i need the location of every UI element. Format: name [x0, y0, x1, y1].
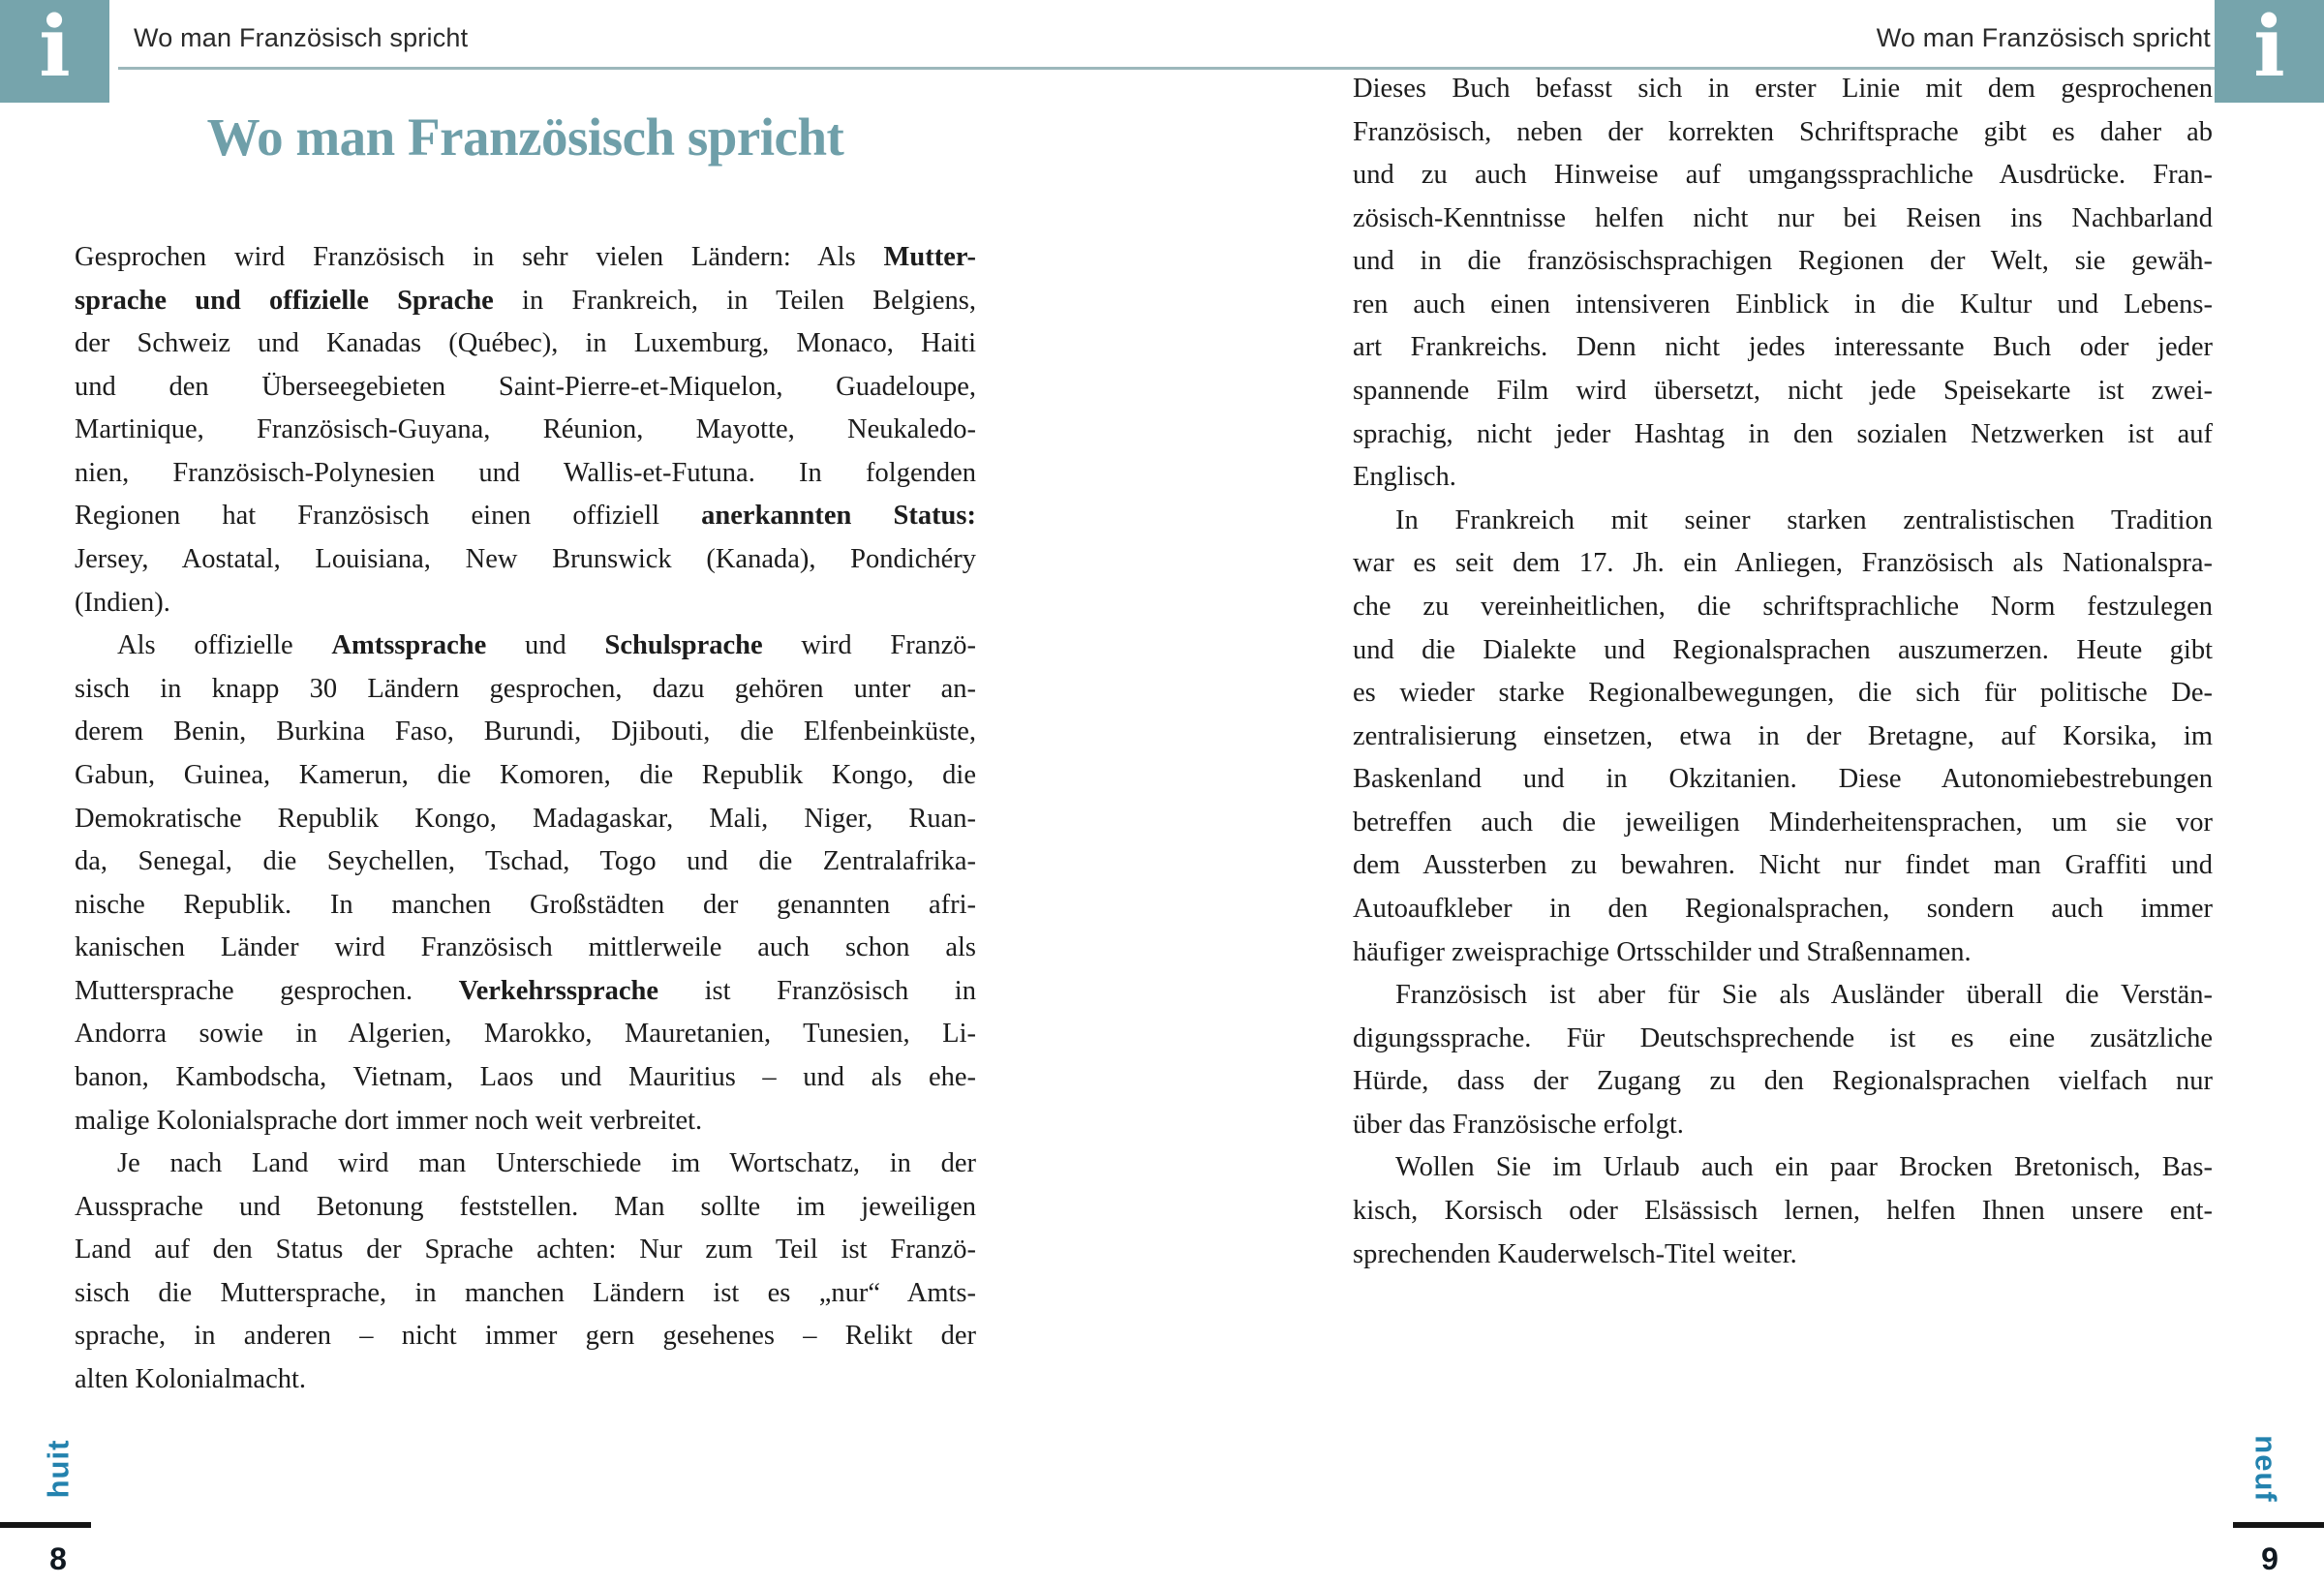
- text-line: Englisch.: [1353, 462, 1456, 493]
- running-head-right: Wo man Französisch spricht: [1876, 23, 2211, 52]
- text-line: Gabun, Guinea, Kamerun, die Komoren, die Republik Kongo, die: [75, 759, 976, 790]
- text-line: Gesprochen wird Französisch in sehr vielen Ländern: Als Mutter-: [75, 242, 976, 272]
- text-line: (Indien).: [75, 587, 170, 618]
- text-line: Autoaufkleber in den Regionalsprachen, sondern auch immer: [1353, 893, 2213, 924]
- text-line: und die Dialekte und Regionalsprachen auszumerzen. Heute gibt: [1353, 634, 2213, 665]
- text-line: und den Überseegebieten Saint-Pierre-et-Miquelon, Guadeloupe,: [75, 371, 976, 402]
- body-text-right: [1353, 68, 2213, 1276]
- text-line: spannende Film wird übersetzt, nicht jede Speisekarte ist zwei-: [1353, 376, 2213, 407]
- text-line: Muttersprache gesprochen. Verkehrssprache ist Französisch in: [75, 975, 976, 1006]
- text-line: Dieses Buch befasst sich in erster Linie mit dem gesprochenen: [1353, 74, 2213, 104]
- text-line: sprache und offizielle Sprache in Frankreich, in Teilen Belgiens,: [75, 285, 977, 316]
- text-line: Martinique, Französisch-Guyana, Réunion, Mayotte, Neukaledo-: [75, 414, 976, 445]
- page-number-right: 9: [2261, 1541, 2278, 1576]
- text-line: alten Kolonialmacht.: [75, 1364, 307, 1395]
- body-text-left: [75, 236, 976, 1402]
- text-line: zösisch-Kenntnisse helfen nicht nur bei Reisen ins Nachbarland: [1353, 202, 2213, 233]
- info-icon: i: [39, 0, 71, 96]
- text-line: Demokratische Republik Kongo, Madagaskar, Mali, Niger, Ruan-: [75, 803, 976, 834]
- text-line: derem Benin, Burkina Faso, Burundi, Djibouti, die Elfenbeinküste,: [75, 716, 976, 747]
- footer-rule-right: [2233, 1522, 2324, 1528]
- text-line: sprechenden Kauderwelsch-Titel weiter.: [1353, 1238, 1797, 1269]
- text-line: Französisch, neben der korrekten Schriftsprache gibt es daher ab: [1353, 116, 2213, 147]
- text-line: nien, Französisch-Polynesien und Wallis-et-Futuna. In folgenden: [75, 457, 976, 488]
- info-chapter-icon-right: [2215, 0, 2324, 103]
- text-line: nische Republik. In manchen Großstädten der genannten afri-: [75, 889, 976, 920]
- text-line: Französisch ist aber für Sie als Ausländer überall die Verstän-: [1395, 980, 2213, 1011]
- text-line: Wollen Sie im Urlaub auch ein paar Brocken Bretonisch, Bas-: [1395, 1152, 2213, 1183]
- text-line: zentralisierung einsetzen, etwa in der Bretagne, auf Korsika, im: [1353, 720, 2213, 751]
- text-line: sprachig, nicht jeder Hashtag in den sozialen Netzwerken ist auf: [1353, 418, 2213, 449]
- text-line: betreffen auch die jeweiligen Minderheitensprachen, um sie vor: [1353, 807, 2213, 838]
- footer-word-right-box: [2231, 1427, 2301, 1510]
- text-line: Aussprache und Betonung feststellen. Man sollte im jeweiligen: [75, 1191, 976, 1222]
- text-line: der Schweiz und Kanadas (Québec), in Luxemburg, Monaco, Haiti: [75, 328, 976, 359]
- text-line: sisch die Muttersprache, in manchen Ländern ist es „nur“ Amts-: [75, 1277, 976, 1308]
- text-line: sprache, in anderen – nicht immer gern gesehenes – Relikt der: [75, 1321, 976, 1352]
- text-line: art Frankreichs. Denn nicht jedes interessante Buch oder jeder: [1353, 332, 2213, 363]
- text-line: Land auf den Status der Sprache achten: Nur zum Teil ist Franzö-: [75, 1234, 976, 1265]
- text-line: und zu auch Hinweise auf umgangssprachliche Ausdrücke. Fran-: [1353, 160, 2213, 191]
- text-line: und in die französischsprachigen Regionen der Welt, sie gewäh-: [1353, 246, 2213, 277]
- text-line: digungssprache. Für Deutschsprechende ist es eine zusätzliche: [1353, 1022, 2213, 1053]
- info-icon: i: [2253, 0, 2285, 96]
- text-line: Jersey, Aostatal, Louisiana, New Brunswick (Kanada), Pondichéry: [75, 544, 976, 575]
- text-line: banon, Kambodscha, Vietnam, Laos und Mauritius – und als ehe-: [75, 1061, 976, 1092]
- footer-word-french-right: neuf: [2249, 1435, 2283, 1503]
- text-line: malige Kolonialsprache dort immer noch weit verbreitet.: [75, 1105, 703, 1136]
- header-rule-left: [118, 67, 976, 70]
- text-line: sisch in knapp 30 Ländern gesprochen, dazu gehören unter an-: [75, 673, 976, 704]
- text-line: Regionen hat Französisch einen offiziell anerkannten Status:: [75, 501, 976, 532]
- chapter-title: Wo man Französisch spricht: [206, 107, 844, 167]
- text-line: Baskenland und in Okzitanien. Diese Autonomiebestrebungen: [1353, 764, 2213, 795]
- text-line: es wieder starke Regionalbewegungen, die sich für politische De-: [1353, 678, 2213, 709]
- page-number-left: 8: [49, 1541, 67, 1576]
- text-line: dem Aussterben zu bewahren. Nicht nur findet man Graffiti und: [1353, 850, 2213, 881]
- text-line: In Frankreich mit seiner starken zentralistischen Tradition: [1395, 504, 2213, 535]
- text-line: Hürde, dass der Zugang zu den Regionalsprachen vielfach nur: [1353, 1066, 2213, 1097]
- text-line: Je nach Land wird man Unterschiede im Wortschatz, in der: [117, 1148, 976, 1179]
- text-line: häufiger zweisprachige Ortsschilder und Straßennamen.: [1353, 936, 1972, 967]
- text-line: da, Senegal, die Seychellen, Tschad, Togo und die Zentralafrika-: [75, 846, 976, 877]
- footer-word-left-box: [23, 1427, 93, 1510]
- text-line: ren auch einen intensiveren Einblick in die Kultur und Lebens-: [1353, 289, 2213, 320]
- running-head-left: Wo man Französisch spricht: [134, 23, 469, 52]
- text-line: über das Französische erfolgt.: [1353, 1109, 1684, 1140]
- footer-word-french-left: huit: [41, 1439, 75, 1499]
- text-line: kanischen Länder wird Französisch mittlerweile auch schon als: [75, 932, 976, 963]
- info-chapter-icon-left: [0, 0, 109, 103]
- text-line: Andorra sowie in Algerien, Marokko, Mauretanien, Tunesien, Li-: [75, 1019, 976, 1050]
- text-line: war es seit dem 17. Jh. ein Anliegen, Französisch als Nationalspra-: [1353, 548, 2213, 579]
- text-line: kisch, Korsisch oder Elsässisch lernen, helfen Ihnen unsere ent-: [1353, 1196, 2213, 1227]
- text-line: Als offizielle Amtssprache und Schulsprache wird Franzö-: [117, 630, 976, 661]
- footer-rule-left: [0, 1522, 91, 1528]
- text-line: che zu vereinheitlichen, die schriftsprachliche Norm festzulegen: [1353, 591, 2213, 622]
